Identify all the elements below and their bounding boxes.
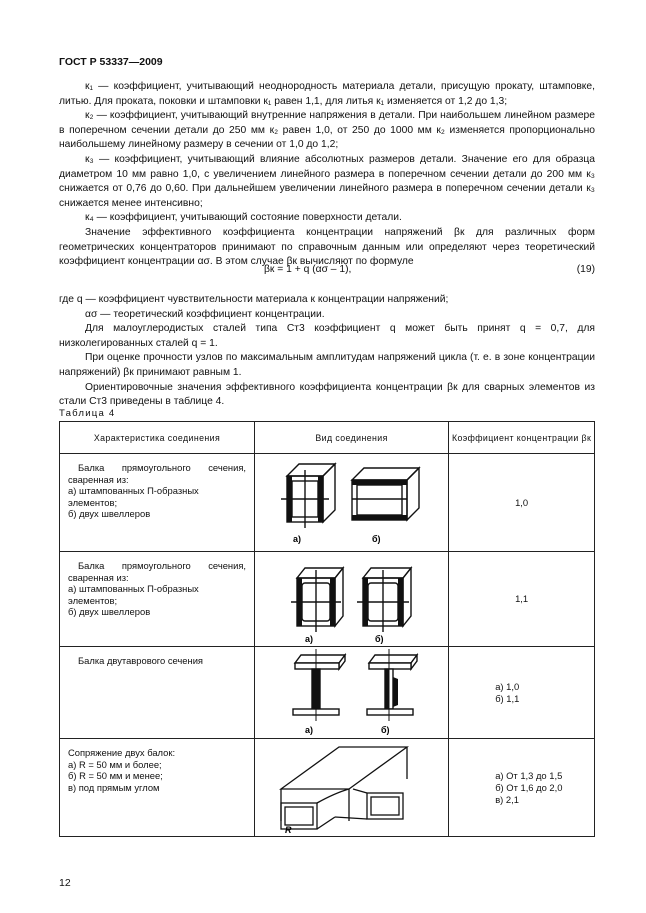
paragraph-alpha: ασ — теоретический коэффициент концентрации. <box>85 308 325 320</box>
row3-title: Балка двутаврового сечения <box>78 655 204 666</box>
row4-title: Сопряжение двух балок: <box>68 747 176 758</box>
row4-item-b: б) R = 50 мм и менее; <box>68 770 163 782</box>
rect-beam-stamped-figure <box>257 454 447 550</box>
table-row <box>60 454 595 552</box>
i-beam-figure <box>257 647 447 737</box>
paragraph-k3: к₃ — коэффициент, учитывающий влияние абсолютных размеров детали. Значение его для образца диаметром 10 мм равно 1,0, с увеличением линейного размера в поперечном сечении детали до 200 мм к₃ снижается от 0,76 до 0,60. При дальнейшем увеличении линейного размера в поперечном сечении детали к₃ снижается менее интенсивно; <box>59 153 595 209</box>
rect-beam-channels-figure <box>257 552 447 646</box>
row4-coef-a: а) От 1,3 до 1,5 <box>495 769 563 781</box>
table-row <box>60 739 595 837</box>
row2-item-b: б) двух швеллеров <box>68 606 151 618</box>
row4-coef-b: б) От 1,6 до 2,0 <box>495 781 563 793</box>
row1-item-b: б) двух швеллеров <box>68 508 151 520</box>
table-caption: Таблица 4 <box>59 408 116 419</box>
body-text-top <box>59 80 595 270</box>
paragraph-table-ref: Ориентировочные значения эффективного коэффициента концентрации βк для сварных элементов из стали Ст3 приведены в таблице 4. <box>59 381 595 408</box>
row2-item-a: а) штампованных П-образных элементов; <box>68 583 199 606</box>
row4-item-c: в) под прямым углом <box>68 781 160 793</box>
beam-junction-figure <box>257 739 447 835</box>
fig1-label-b: б) <box>371 534 381 544</box>
paragraph-k2: к₂ — коэффициент, учитывающий внутренние напряжения в детали. При наибольшем линейном размере в поперечном сечении детали до 250 мм к₂ равен 1,0, от 250 до 1000 мм к₂ изменяется пропорционально наибольшему линейному размеру в сечении от 1,0 до 1,2; <box>59 110 595 151</box>
formula-expression: βк = 1 + q (ασ – 1), <box>264 264 352 275</box>
paragraph-beta: Значение эффективного коэффициента концентрации напряжений βк для различных форм геометрических концентраторов принимают по справочным данным или определяют через теоретический коэффициент концентрации ασ. В этом случае βк вычисляют по формуле <box>59 226 595 268</box>
row1-title: Балка прямоугольного сечения, сваренная из: <box>68 462 247 485</box>
fig3-label-a: а) <box>304 725 313 735</box>
table-row <box>60 552 595 647</box>
page-number: 12 <box>59 877 71 889</box>
fig2-label-a: а) <box>304 634 313 644</box>
fig4-label-r: R <box>284 825 292 835</box>
paragraph-where-q: где q — коэффициент чувствительности материала к концентрации напряжений; <box>59 294 449 305</box>
fig3-label-b: б) <box>380 725 390 735</box>
row2-title: Балка прямоугольного сечения, сваренная из: <box>68 560 247 583</box>
body-text-bottom <box>59 293 595 410</box>
paragraph-st3: Для малоуглеродистых сталей типа Ст3 коэффициент q может быть принят q = 0,7, для низколегированных сталей q = 1. <box>59 323 595 349</box>
row1-coef: 1,0 <box>515 496 529 508</box>
fig2-label-b: б) <box>374 634 384 644</box>
header-view: Вид соединения <box>255 422 449 454</box>
fig1-label-a: а) <box>292 534 301 544</box>
row2-coef: 1,1 <box>515 593 529 604</box>
table-header-row <box>60 422 595 454</box>
row1-item-a: а) штампованных П-образных элементов; <box>68 485 199 508</box>
table-row <box>60 647 595 739</box>
paragraph-k4: к₄ — коэффициент, учитывающий состояние поверхности детали. <box>85 212 402 224</box>
row3-coef-b: б) 1,1 <box>495 692 520 704</box>
formula-number: (19) <box>576 264 595 275</box>
header-characteristic: Характеристика соединения <box>60 422 255 454</box>
row4-coef-c: в) 2,1 <box>495 793 519 805</box>
row3-coef-a: а) 1,0 <box>495 680 520 692</box>
row4-item-a: а) R = 50 мм и более; <box>68 758 162 770</box>
document-header: ГОСТ Р 53337—2009 <box>59 56 163 68</box>
header-coefficient: Коэффициент концентрации βк <box>449 422 595 454</box>
paragraph-k1: к₁ — коэффициент, учитывающий неоднородность материала детали, присущую прокату, штамповке, литью. Для проката, поковки и штамповки к₁ равен 1,1, для литья к₁ изменяется от 1,2 до 1,3; <box>59 81 595 107</box>
table-4 <box>59 421 595 837</box>
paragraph-strength: При оценке прочности узлов по максимальным амплитудам напряжений цикла (т. е. в зоне концентрации напряжений) βк принимают равным 1. <box>59 352 595 378</box>
